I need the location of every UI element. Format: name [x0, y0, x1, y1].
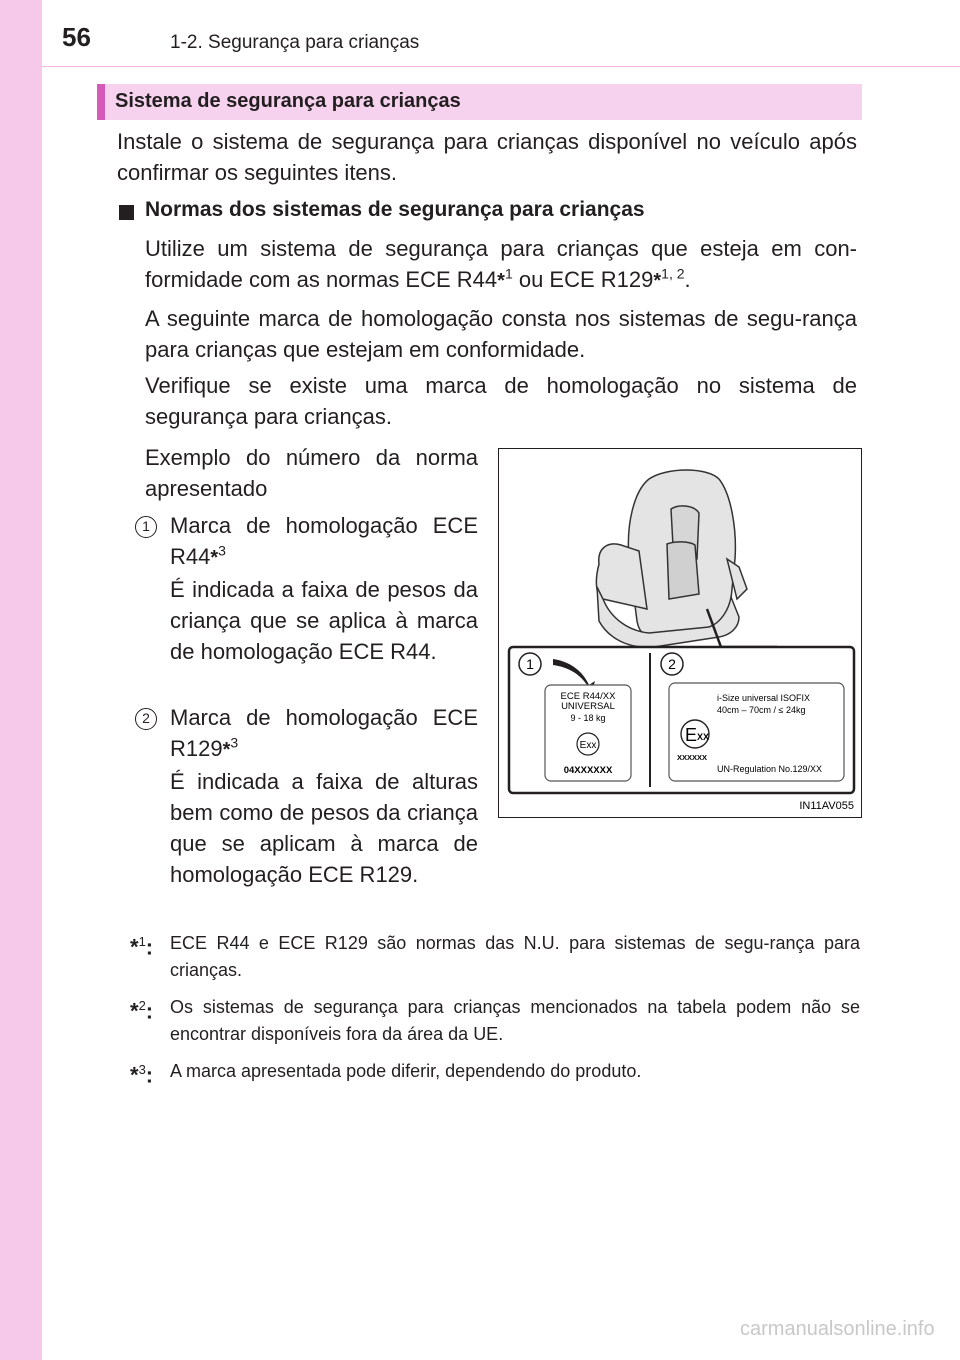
figure-code: IN11AV055 [799, 800, 854, 812]
r129-line1: i-Size universal ISOFIX [717, 693, 811, 703]
footnote-3 [130, 1058, 860, 1088]
item-description: É indicada a faixa de pesos da criança que se aplica à marca de homologação ECE R44. [170, 577, 478, 664]
r129-emark-e: E [685, 725, 698, 745]
footnote-marker: *$^2$: [130, 998, 154, 1024]
footnote-text: Os sistemas de segurança para crianças mencionados na tabela podem não se encontrar disponíveis fora da área da UE. [170, 997, 860, 1044]
footnote-marker: *$^1$: [130, 934, 154, 960]
item-r129 [170, 702, 478, 890]
footnote-ref: 1 [504, 265, 513, 282]
item-description: É indicada a faixa de alturas bem como de pesos da criança que se aplicam à marca de homologação ECE R129. [170, 769, 478, 887]
footnote-number: 2 [138, 998, 146, 1013]
example-paragraph: Exemplo do número da norma apresentado [145, 445, 478, 501]
r44-number: 04XXXXXX [563, 765, 613, 776]
item-r44 [170, 510, 478, 667]
child-seat-illustration [596, 470, 747, 647]
running-head: 1-2. Segurança para crianças [170, 32, 420, 53]
r44-emark: Exx [579, 740, 597, 751]
r44-line3: 9 - 18 kg [570, 713, 606, 723]
item-title: Marca de homologação ECE R129 [170, 705, 478, 761]
child-seat-figure [498, 448, 862, 818]
footnote-star: * [653, 270, 662, 292]
r129-emark-xx: XX [697, 732, 710, 742]
r129-regulation: UN-Regulation No.129/XX [717, 764, 823, 774]
standards-text-b: ou ECE R129 [512, 267, 654, 292]
footnote-marker: *$^3$: [130, 1062, 154, 1088]
r129-number: XXXXXX [677, 753, 708, 762]
label-number: 2 [668, 656, 676, 672]
standards-paragraph [145, 233, 857, 297]
r129-line2: 40cm – 70cm / ≤ 24kg [717, 705, 806, 715]
side-color-band [0, 0, 42, 1360]
footnote-number: 3 [138, 1062, 146, 1077]
footnote-text: ECE R44 e ECE R129 são normas das N.U. para sistemas de segu-rança para crianças. [170, 933, 860, 980]
label-number: 1 [526, 656, 534, 672]
figure-illustration [499, 449, 860, 816]
item-number-badge: 1 [135, 516, 157, 538]
footnote-2 [130, 994, 860, 1048]
footnote-star: * [210, 547, 219, 569]
watermark: carmanualsonline.info [740, 1318, 935, 1340]
page-number: 56 [62, 22, 91, 52]
r44-line1: ECE R44/XX [560, 691, 616, 702]
standards-text-a: Utilize um sistema de segurança para crianças que esteja em con-formidade com as normas ECE R44 [145, 236, 857, 292]
footnote-1 [130, 930, 860, 984]
footnote-star: * [497, 270, 505, 292]
standards-text-c: . [684, 267, 691, 292]
footnote-ref: 3 [230, 734, 239, 751]
footnote-ref: 3 [218, 542, 226, 559]
item-number-badge: 2 [135, 708, 157, 730]
intro-paragraph: Instale o sistema de segurança para crianças disponível no veículo após confirmar os seguintes itens. [117, 129, 857, 185]
section-accent [97, 84, 105, 120]
footnote-star: * [222, 739, 231, 761]
verify-paragraph: Verifique se existe uma marca de homologação no sistema de segurança para crianças. [145, 373, 857, 429]
footnote-ref: 1, 2 [661, 265, 685, 282]
footnote-number: 1 [138, 934, 146, 949]
footnote-text: A marca apresentada pode diferir, dependendo do produto. [170, 1061, 642, 1081]
section-title: Sistema de segurança para crianças [115, 90, 461, 112]
section-title-bar [97, 84, 862, 120]
r44-line2: UNIVERSAL [561, 701, 615, 712]
header-divider [42, 66, 960, 67]
subsection-title: Normas dos sistemas de segurança para crianças [145, 198, 645, 221]
bullet-square-icon [119, 205, 134, 220]
item-title: Marca de homologação ECE R44 [170, 513, 478, 569]
homologation-paragraph: A seguinte marca de homologação consta nos sistemas de segu-rança para crianças que estejam em conformidade. [145, 306, 857, 362]
